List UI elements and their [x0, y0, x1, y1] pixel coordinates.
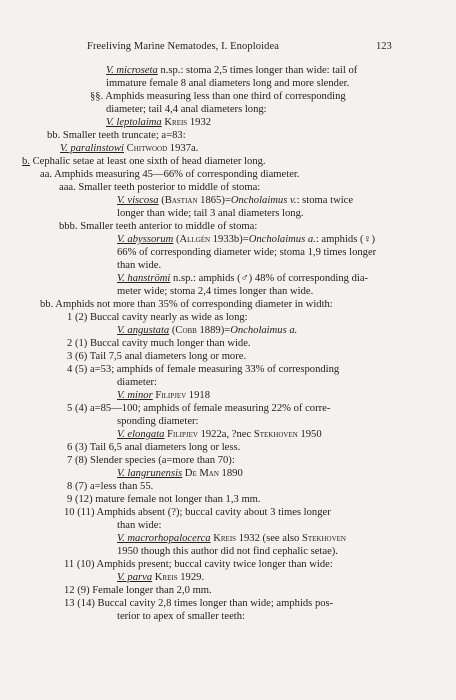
text-line — [67, 363, 339, 376]
text-span: 11 (10) Amphids present; buccal cavity twice longer than wide: — [64, 559, 333, 570]
text-line — [90, 90, 346, 103]
text-line — [117, 233, 375, 246]
species-name: V. minor — [117, 390, 153, 401]
running-header — [0, 40, 456, 54]
text-line — [117, 428, 322, 441]
author-name: Chitwood — [126, 143, 168, 154]
author-name: Filipjev — [155, 390, 187, 401]
text-line — [117, 389, 210, 402]
species-name: V. leptolaima — [106, 117, 162, 128]
text-span: 1950 though this author did not find cephalic setae). — [117, 546, 338, 557]
text-span: 1890 — [218, 468, 243, 479]
text-line — [117, 519, 161, 532]
text-line — [117, 545, 338, 558]
text-line — [117, 571, 204, 584]
text-line — [47, 129, 186, 142]
text-span: 1889)= — [196, 325, 231, 336]
species-name: V. hanströmi — [117, 273, 171, 284]
text-span: Cephalic setae at least one sixth of head diameter long. — [29, 156, 266, 167]
text-span: 1937a. — [167, 143, 199, 154]
author-name: Stekhoven — [253, 429, 298, 440]
text-line — [117, 207, 304, 220]
text-span: : amphids (♀) — [315, 234, 375, 245]
text-span: Oncholaimus a. — [230, 325, 298, 336]
text-span: 9 (12) mature female not longer than 1,3 mm. — [67, 494, 261, 505]
text-span: ( — [173, 234, 180, 245]
text-line — [64, 597, 333, 610]
text-span: n.sp.: amphids (♂) 48% of corresponding dia- — [170, 273, 369, 284]
text-line — [117, 285, 313, 298]
author-name: Kreis — [164, 117, 188, 128]
text-span: sponding diameter: — [117, 416, 199, 427]
species-name: V. elongata — [117, 429, 165, 440]
text-line — [67, 454, 235, 467]
author-name: Stekhoven — [301, 533, 346, 544]
text-line — [67, 402, 330, 415]
species-name: V. paralinstowi — [60, 143, 124, 154]
text-span: 10 (11) Amphids absent (?); buccal cavity about 3 times longer — [64, 507, 331, 518]
text-span: terior to apex of smaller teeth: — [117, 611, 245, 622]
text-line — [117, 324, 297, 337]
text-line — [117, 376, 157, 389]
text-line — [64, 506, 331, 519]
species-name: V. angustata — [117, 325, 170, 336]
text-span: 4 (5) a=53; amphids of female measuring 33% of corresponding — [67, 364, 340, 375]
text-line — [106, 64, 357, 77]
text-line — [59, 181, 260, 194]
text-line — [67, 337, 251, 350]
author-name: Kreis — [213, 533, 237, 544]
text-line — [117, 532, 346, 545]
species-name: V. microseta — [106, 65, 158, 76]
text-span: 12 (9) Female longer than 2,0 mm. — [64, 585, 212, 596]
text-line — [117, 246, 376, 259]
text-line — [106, 103, 267, 116]
text-span: 6 (3) Tail 6,5 anal diameters long or less. — [67, 442, 241, 453]
text-span: than wide. — [117, 260, 162, 271]
author-name: Allgén — [179, 234, 211, 245]
text-line — [117, 415, 199, 428]
text-span: diameter; tail 4,4 anal diameters long: — [106, 104, 267, 115]
text-span: immature female 8 anal diameters long and more slender. — [106, 78, 350, 89]
text-span: 1932 (see also — [236, 533, 302, 544]
text-line — [67, 350, 246, 363]
author-name: Filipjev — [167, 429, 198, 440]
text-span: 1865)= — [197, 195, 231, 206]
text-line — [117, 467, 243, 480]
text-span: 1922a, ?nec — [197, 429, 254, 440]
text-span: 1932 — [187, 117, 212, 128]
species-name: V. langrunensis — [117, 468, 183, 479]
author-name: De Man — [184, 468, 219, 479]
text-line — [117, 194, 353, 207]
text-span: 1 (2) Buccal cavity nearly as wide as long: — [67, 312, 248, 323]
text-span: ( — [158, 195, 165, 206]
text-span: than wide: — [117, 520, 162, 531]
running-title: Freeliving Marine Nematodes, I. Enoploidea — [87, 41, 279, 52]
page-number: 123 — [376, 41, 392, 52]
text-span: longer than wide; tail 3 anal diameters long. — [117, 208, 304, 219]
text-span: Oncholaimus a. — [248, 234, 316, 245]
text-span: aaa. Smaller teeth posterior to middle of stoma: — [59, 182, 261, 193]
text-line — [40, 298, 333, 311]
text-span: 1929. — [177, 572, 205, 583]
text-span: ( — [169, 325, 176, 336]
text-span: bbb. Smaller teeth anterior to middle of stoma: — [59, 221, 258, 232]
species-name: V. viscosa — [117, 195, 159, 206]
text-line — [67, 441, 240, 454]
text-span: 3 (6) Tail 7,5 anal diameters long or more. — [67, 351, 247, 362]
text-line — [64, 584, 212, 597]
text-line — [67, 311, 248, 324]
text-span: 1918 — [186, 390, 210, 401]
text-span: meter wide; stoma 2,4 times longer than wide. — [117, 286, 314, 297]
text-span: v. — [290, 195, 297, 206]
text-span: 8 (7) a=less than 55. — [67, 481, 154, 492]
text-line — [22, 155, 266, 168]
text-span: 5 (4) a=85—100; amphids of female measuring 22% of corre- — [67, 403, 331, 414]
text-span: diameter: — [117, 377, 158, 388]
text-line — [117, 259, 161, 272]
text-span: n.sp.: stoma 2,5 times longer than wide: tail of — [157, 65, 358, 76]
text-span: bb. Amphids not more than 35% of corresponding diameter in width: — [40, 299, 333, 310]
text-line — [67, 493, 261, 506]
text-span: : stoma twice — [296, 195, 354, 206]
text-span: 13 (14) Buccal cavity 2,8 times longer than wide; amphids pos- — [64, 598, 334, 609]
text-span: 1950 — [297, 429, 322, 440]
text-span: b. — [22, 156, 30, 167]
author-name: Kreis — [154, 572, 178, 583]
text-line — [59, 220, 257, 233]
text-span: Oncholaimus — [230, 195, 288, 206]
text-line — [106, 116, 211, 129]
species-name: V. abyssorum — [117, 234, 174, 245]
text-line — [117, 610, 245, 623]
text-span: 7 (8) Slender species (a=more than 70): — [67, 455, 235, 466]
text-line — [64, 558, 333, 571]
species-name: V. macrorhopalocerca — [117, 533, 211, 544]
text-span: 66% of corresponding diameter wide; stoma 1,9 times longer — [117, 247, 377, 258]
text-line — [60, 142, 198, 155]
text-span: 1933b)= — [210, 234, 249, 245]
text-span: aa. Amphids measuring 45—66% of corresponding diameter. — [40, 169, 300, 180]
text-line — [117, 272, 368, 285]
author-name: Cobb — [175, 325, 197, 336]
text-span: §§. Amphids measuring less than one third of corresponding — [90, 91, 346, 102]
text-span: bb. Smaller teeth truncate; a=83: — [47, 130, 186, 141]
text-span: 2 (1) Buccal cavity much longer than wide. — [67, 338, 251, 349]
text-line — [106, 77, 349, 90]
text-line — [40, 168, 300, 181]
species-name: V. parva — [117, 572, 153, 583]
author-name: Bastian — [164, 195, 198, 206]
text-line — [67, 480, 153, 493]
